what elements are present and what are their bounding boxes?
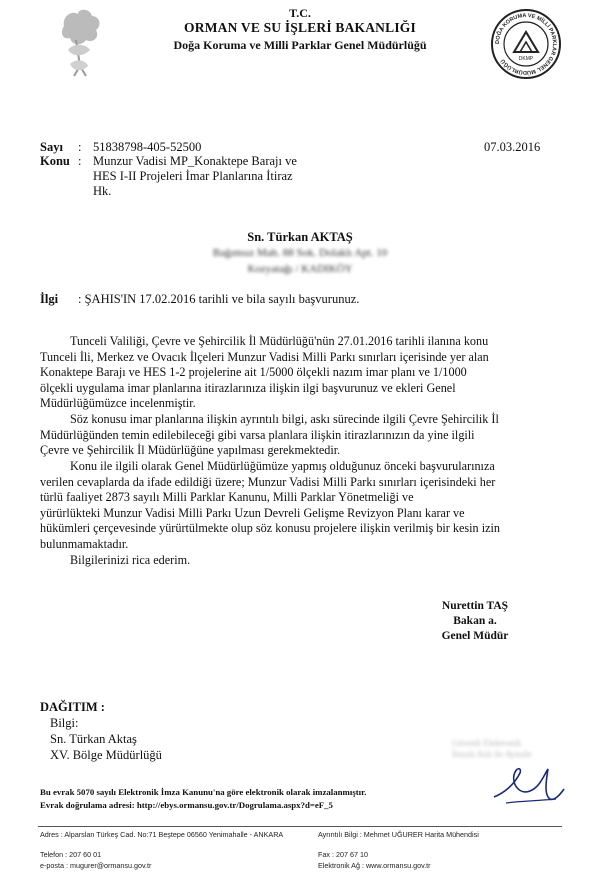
p3-line: hükümleri çerçevesinde yürürtülmekte olup söz konusu projelere ilişkin verilmiş bir kesin izin <box>40 521 500 535</box>
svg-text:DKMP: DKMP <box>518 56 534 62</box>
p1-line: Tunceli Valiliği, Çevre ve Şehircilik İl Müdürlüğü'nün 27.01.2016 tarihli ilanına konu <box>70 334 489 348</box>
handwritten-signature <box>486 755 566 810</box>
recipient-name: Sn. Türkan AKTAŞ <box>247 230 353 244</box>
contact-email: e-posta : mugurer@ormansu.gov.tr <box>40 861 152 870</box>
p3-line: Konu ile ilgili olarak Genel Müdürlüğümüze yapmış olduğunuz önceki başvurularınıza <box>70 459 495 473</box>
signature-scribble-icon <box>486 755 566 810</box>
header-ministry-name: ORMAN VE SU İŞLERİ BAKANLIĞI <box>184 20 416 35</box>
p2-line: Müdürlüğünden temin edilebileceği gibi varsa planlara ilişkin itirazlarınızın da yine ilgili <box>40 427 475 442</box>
seal-icon <box>490 8 562 80</box>
konu-label: Konu <box>40 154 70 168</box>
body-paragraph-1 <box>40 334 558 412</box>
header-directorate: Doğa Koruma ve Milli Parklar Genel Müdürlüğü <box>173 38 427 52</box>
footer-divider <box>38 826 562 827</box>
directorate-seal <box>490 8 562 80</box>
body-paragraph-3 <box>40 459 558 552</box>
closing-line: Bilgilerinizi rica ederim. <box>70 553 191 567</box>
contact-fax: Fax : 207 67 10 <box>318 850 368 859</box>
signatory-role-2: Genel Müdür <box>441 630 509 642</box>
recipient-address-line-2: Kozyatağı / KADIKÖY <box>247 263 353 275</box>
p2-line: Söz konusu imar planlarına ilişkin ayrıntılı bilgi, askı sürecinde ilgili Çevre Şehircilik İl <box>70 412 499 426</box>
konu-line-1: Munzur Vadisi MP_Konaktepe Barajı ve <box>93 154 297 168</box>
signatory-name: Nurettin TAŞ <box>441 600 509 612</box>
contact-details: Ayrıntılı Bilgi : Mehmet UĞURER Harita Mühendisi <box>318 830 479 839</box>
e-sign-notice: Bu evrak 5070 sayılı Elektronik İmza Kanunu'na göre elektronik olarak imzalanmıştır. <box>40 787 367 797</box>
svg-text:DOĞA KORUMA VE MİLLİ PARKLAR G: DOĞA KORUMA VE MİLLİ PARKLAR GENEL MÜDÜRLÜĞÜ <box>494 12 558 76</box>
p1-line: Konaktepe Barajı ve HES 1-2 projelerine ait 1/5000 ölçekli nazım imar planı ve 1/1000 <box>40 365 467 379</box>
sayi-value: 51838798-405-52500 <box>93 140 202 154</box>
p1-line: Müdürlüğümüzce incelenmiştir. <box>40 396 196 410</box>
contact-web: Elektronik Ağ : www.ormansu.gov.tr <box>318 861 431 870</box>
signatory-role-1: Bakan a. <box>453 615 497 627</box>
konu-line-2: HES I-II Projeleri İmar Planlarına İtiraz <box>93 169 293 183</box>
sayi-colon: : <box>78 140 82 154</box>
distribution-bilgi: Bilgi: <box>50 716 79 730</box>
p3-line: yürürlükteki Munzur Vadisi Milli Parkı Uzun Devreli Gelişme Revizyon Planı karar ve <box>40 505 465 520</box>
p3-line: türlü faaliyet 2873 sayılı Milli Parklar Kanunu, Milli Parklar Yönetmeliği ve <box>40 490 414 504</box>
p2-line: Çevre ve Şehircilik İl Müdürlüğüne yapılması gerekmektedir. <box>40 443 341 457</box>
ilgi-label: İlgi <box>40 292 59 306</box>
distribution-item: Sn. Türkan Aktaş <box>50 732 137 746</box>
p1-line: ölçekli uygulama imar planlarına itirazlarınıza ilişkin ilgi başvurunuz ve ekleri Genel <box>40 380 456 395</box>
document-date: 07.03.2016 <box>484 140 541 154</box>
konu-colon: : <box>78 154 82 168</box>
verification-address: Evrak doğrulama adresi: http://ebys.ormansu.gov.tr/Dogrulama.aspx?d=eF_5 <box>40 800 333 810</box>
header-line-tc: T.C. <box>289 6 311 20</box>
e-sign-stamp: Güvenli Elektronik İmzalı Aslı ile Aynıdır <box>452 738 532 759</box>
contact-address: Adres : Alparslan Türkeş Cad. No:71 Beştepe 06560 Yenimahalle - ANKARA <box>40 830 284 839</box>
p1-line: Tunceli İli, Merkez ve Ovacık İlçeleri Munzur Vadisi Milli Parkı sınırları içerisinde yer alan <box>40 349 489 364</box>
konu-line-3: Hk. <box>93 184 112 198</box>
recipient-address-line-1: Bağımsız Mah. 88 Sok. Dolaklı Apt. 10 <box>212 247 388 259</box>
p3-line: bulunmamaktadır. <box>40 536 129 551</box>
distribution-title: DAĞITIM : <box>40 700 105 714</box>
sayi-label: Sayı <box>40 140 63 154</box>
ilgi-text: : ŞAHIS'IN 17.02.2016 tarihli ve bila sayılı başvurunuz. <box>78 292 360 306</box>
distribution-item: XV. Bölge Müdürlüğü <box>50 748 162 762</box>
p3-line: verilen cevaplarda da ifade edildiği üzere; Munzur Vadisi Milli Parkı sınırları içerisindeki her <box>40 474 496 489</box>
body-paragraph-2 <box>40 412 558 459</box>
contact-phone: Telefon : 207 60 01 <box>40 850 102 859</box>
